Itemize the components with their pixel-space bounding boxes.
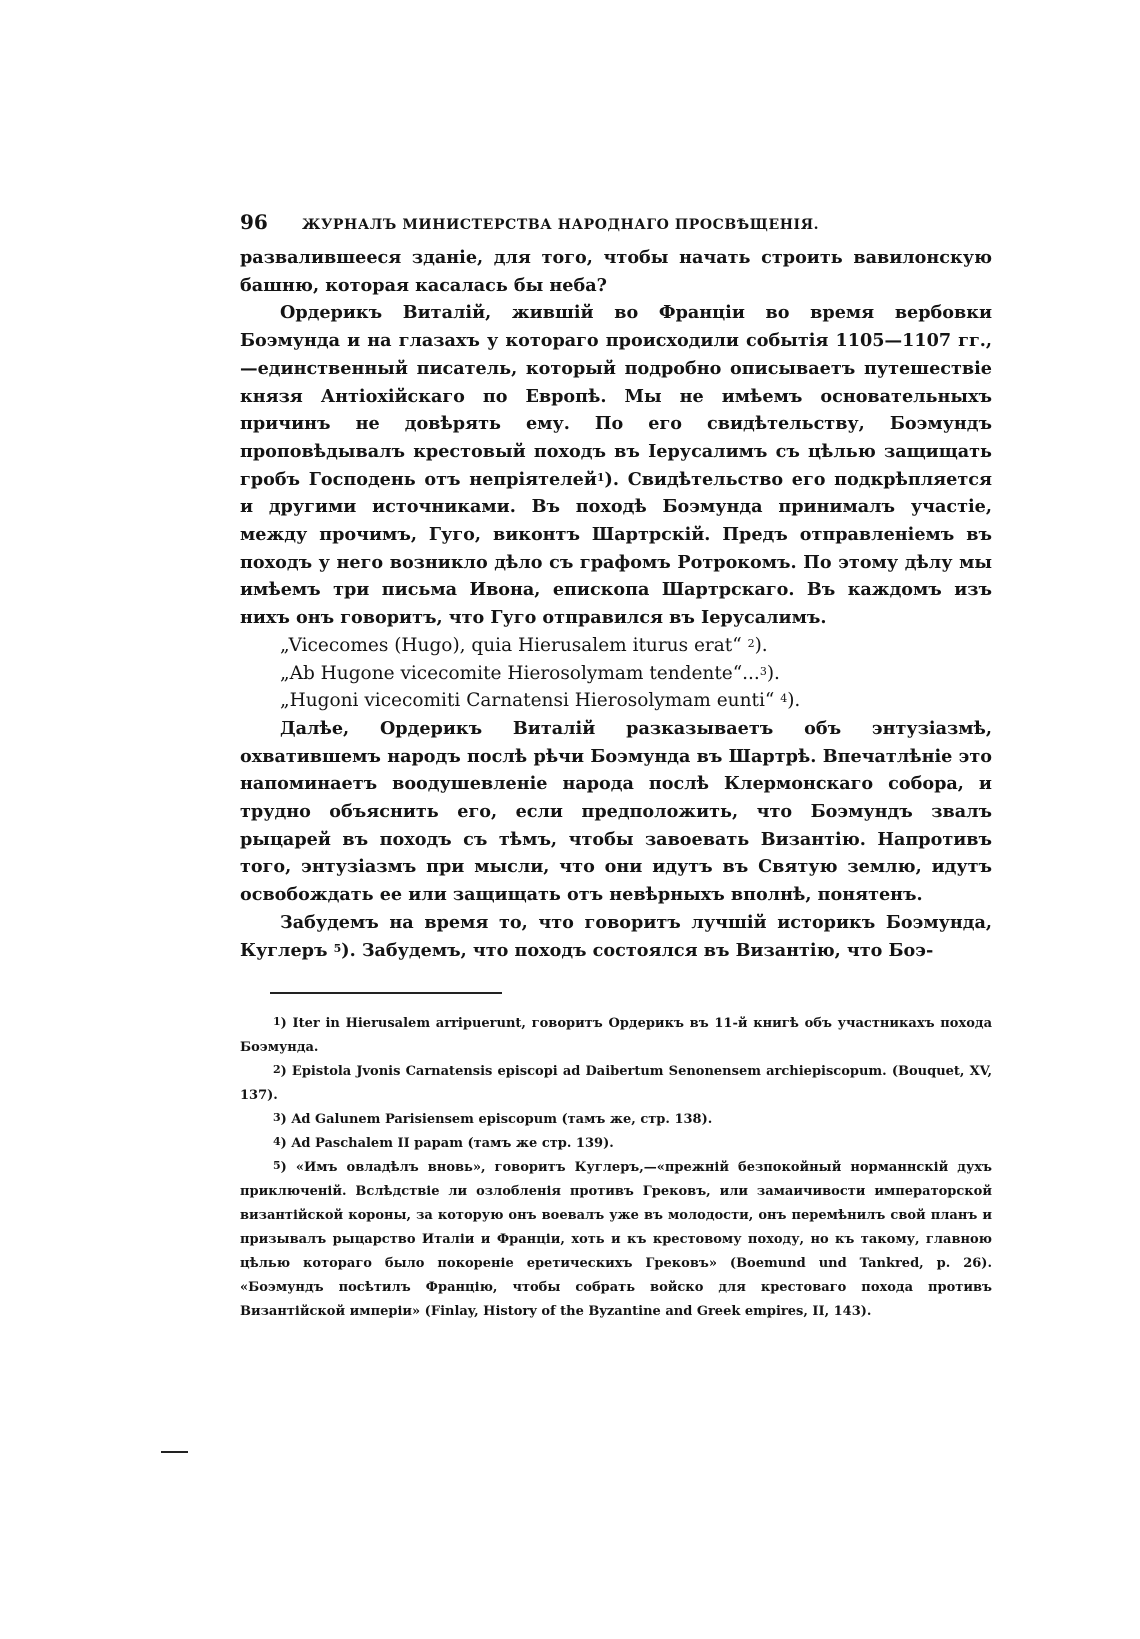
footnotes (240, 1012, 992, 1324)
quote-3-text: „Hugoni vicecomiti Carnatensi Hierosolymam eunti“ (280, 690, 775, 712)
paragraph-4-part-b: ). Забудемъ, что походъ состоялся въ Византію, что Боэ- (341, 939, 934, 961)
paragraph-4-part-a: Забудемъ на время то, что говоритъ лучшій историкъ Боэмунда, Куглеръ (240, 911, 992, 961)
footnote-2 (240, 1060, 992, 1108)
quote-3-end: ). (787, 690, 801, 712)
footnote-5-mark: 5 (273, 1159, 281, 1173)
quote-1 (240, 632, 992, 660)
footnote-3-text: ) Ad Galunem Parisiensem episcopum (тамъ же, стр. 138). (280, 1112, 713, 1128)
margin-mark (161, 1451, 188, 1453)
quote-1-text: „Vicecomes (Hugo), quia Hierusalem iturus erat“ (280, 634, 742, 656)
main-text (240, 244, 992, 964)
footnote-5-text: ) «Имъ овладѣлъ вновь», говоритъ Куглеръ,—«прежній безпокойный норманнскій духъ приключеній. Вслѣдствіе ли озлобленія противъ Грековъ, или замаичивости императорской византійской короны, за которую онъ воевалъ уже въ молодости, онъ перемѣнилъ свой планъ и призывалъ рыцарство Италіи и Франціи, хоть и къ крестовому походу, но къ такому, главною цѣлью котораго было покореніе еретическихъ Грековъ» (Boemund und Tankred, p. 26). «Боэмундъ посѣтилъ Францію, чтобы собрать войско для крестоваго похода противъ Византійской имперіи» (Finlay, History of the Byzantine and Greek empires, II, 143). (240, 1160, 992, 1320)
footnote-5 (240, 1156, 992, 1324)
footnote-2-text: ) Epistola Jvonis Carnatensis episcopi ad Daibertum Senonensem archiepiscopum. (Bouquet, XV, 137). (240, 1064, 992, 1104)
footnote-ref-3: 3 (759, 664, 767, 678)
page (240, 210, 992, 1324)
quote-2-text: „Ab Hugone vicecomite Hierosolymam tendente“... (280, 662, 760, 684)
footnote-3-mark: 3 (273, 1111, 281, 1125)
paragraph-2-part-b: ). Свидѣтельство его подкрѣпляется и другими источниками. Въ походѣ Боэмунда принималъ участіе, между прочимъ, Гуго, виконтъ Шартрскій. Предъ отправленіемъ въ походъ у него возникло дѣло съ графомъ Ротрокомъ. По этому дѣлу мы имѣемъ три письма Ивона, епископа Шартрскаго. Въ каждомъ изъ нихъ онъ говоритъ, что Гуго отправился въ Іерусалимъ. (240, 468, 992, 629)
footnote-ref-5: 5 (333, 941, 342, 955)
paragraph-2 (240, 299, 992, 631)
footnote-ref-1: 1 (596, 470, 605, 484)
footnote-ref-4: 4 (780, 692, 788, 706)
quote-2 (240, 660, 992, 688)
footnote-4-text: ) Ad Paschalem II papam (тамъ же стр. 139). (280, 1136, 614, 1152)
footnote-1-mark: 1 (273, 1015, 281, 1029)
footnote-2-mark: 2 (273, 1063, 281, 1077)
footnote-1-text: ) Iter in Hierusalem arripuerunt, говоритъ Ордерикъ въ 11-й книгѣ объ участникахъ похода Боэмунда. (240, 1016, 992, 1056)
quote-3 (240, 687, 992, 715)
footnote-divider (270, 992, 502, 994)
footnote-4-mark: 4 (273, 1135, 281, 1149)
footnote-1 (240, 1012, 992, 1060)
running-header (240, 210, 992, 244)
paragraph-3: Далѣе, Ордерикъ Виталій разказываетъ объ энтузіазмѣ, охватившемъ народъ послѣ рѣчи Боэмунда въ Шартрѣ. Впечатлѣніе это напоминаетъ воодушевленіе народа послѣ Клермонскаго собора, и трудно объяснить его, если предположить, что Боэмундъ звалъ рыцарей въ походъ съ тѣмъ, чтобы завоевать Византію. Напротивъ того, энтузіазмъ при мысли, что они идутъ въ Святую землю, идутъ освобождать ее или защищать отъ невѣрныхъ вполнѣ, понятенъ. (240, 717, 992, 906)
footnote-ref-2: 2 (747, 636, 755, 650)
footnote-3 (240, 1108, 992, 1132)
paragraph-2-part-a: Ордерикъ Виталій, жившій во Франціи во время вербовки Боэмунда и на глазахъ у котораго происходили событія 1105—1107 гг., —единственный писатель, который подробно описываетъ путешествіе князя Антіохійскаго по Европѣ. Мы не имѣемъ основательныхъ причинъ не довѣрять ему. По его свидѣтельству, Боэмундъ проповѣдывалъ крестовый походъ въ Іерусалимъ съ цѣлью защищать гробъ Господень отъ непріятелей (240, 302, 992, 490)
quote-1-end: ). (754, 634, 768, 656)
page-number: 96 (240, 210, 268, 234)
journal-title: ЖУРНАЛЪ МИНИСТЕРСТВА НАРОДНАГО ПРОСВѢЩЕНІЯ. (302, 217, 820, 233)
paragraph-1: развалившееся зданіе, для того, чтобы начать строить вавилонскую башню, которая касалась бы неба? (240, 247, 992, 296)
paragraph-4 (240, 909, 992, 964)
quote-2-end: ). (766, 662, 780, 684)
footnote-4 (240, 1132, 992, 1156)
